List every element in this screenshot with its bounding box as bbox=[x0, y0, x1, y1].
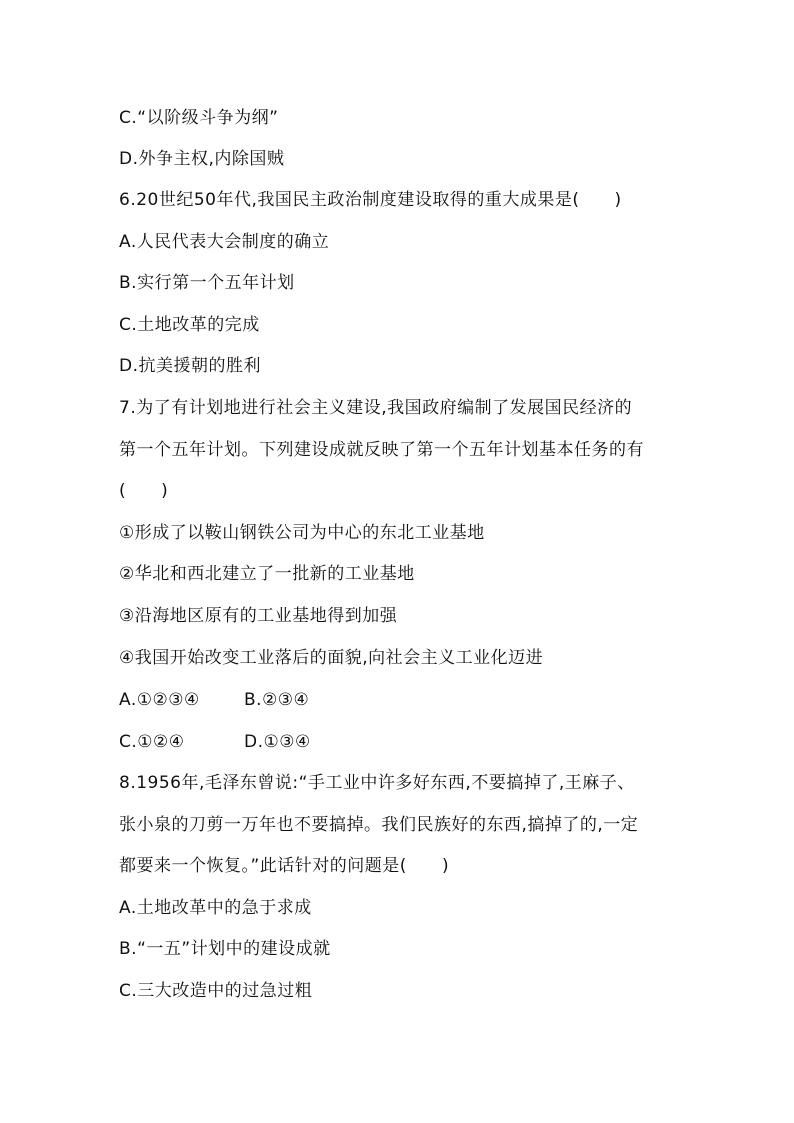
q7-statement-2: ②华北和西北建立了一批新的工业基地 bbox=[119, 564, 415, 584]
q6-option-d: D.抗美援朝的胜利 bbox=[119, 356, 261, 376]
q8-stem-line-1: 8.1956年,毛泽东曾说:“手工业中许多好东西,不要搞掉了,王麻子、 bbox=[119, 773, 635, 793]
q7-stem-line-2: 第一个五年计划。下列建设成就反映了第一个五年计划基本任务的有 bbox=[119, 440, 644, 460]
q7-option-d: D.①③④ bbox=[244, 732, 311, 752]
q7-stem-line-1: 7.为了有计划地进行社会主义建设,我国政府编制了发展国民经济的 bbox=[119, 398, 633, 418]
q7-stem-line-3: ( ) bbox=[119, 481, 169, 501]
q8-option-c: C.三大改造中的过急过粗 bbox=[119, 981, 313, 1001]
q6-option-c: C.土地改革的完成 bbox=[119, 315, 260, 335]
q7-option-c: C.①②④ bbox=[119, 732, 185, 752]
q8-option-b: B.“一五”计划中的建设成就 bbox=[119, 939, 331, 959]
q7-statement-3: ③沿海地区原有的工业基地得到加强 bbox=[119, 606, 398, 626]
q7-statement-1: ①形成了以鞍山钢铁公司为中心的东北工业基地 bbox=[119, 523, 485, 543]
q5-option-d: D.外争主权,内除国贼 bbox=[119, 149, 285, 169]
q7-statement-4: ④我国开始改变工业落后的面貌,向社会主义工业化迈进 bbox=[119, 648, 544, 668]
q7-option-a: A.①②③④ bbox=[119, 690, 200, 710]
q8-stem-line-2: 张小泉的刀剪一万年也不要搞掉。我们民族好的东西,搞掉了的,一定 bbox=[119, 815, 639, 835]
q7-option-b: B.②③④ bbox=[244, 690, 310, 710]
q5-option-c: C.“以阶级斗争为纲” bbox=[119, 108, 279, 128]
q7-options-row-2 bbox=[119, 731, 311, 753]
q6-option-b: B.实行第一个五年计划 bbox=[119, 273, 295, 293]
q6-stem: 6.20世纪50年代,我国民主政治制度建设取得的重大成果是( ) bbox=[119, 190, 622, 210]
q6-option-a: A.人民代表大会制度的确立 bbox=[119, 232, 330, 252]
q7-options-row-1 bbox=[119, 689, 309, 711]
q8-stem-line-3: 都要来一个恢复。”此话针对的问题是( ) bbox=[119, 856, 450, 876]
q8-option-a: A.土地改革中的急于求成 bbox=[119, 898, 312, 918]
